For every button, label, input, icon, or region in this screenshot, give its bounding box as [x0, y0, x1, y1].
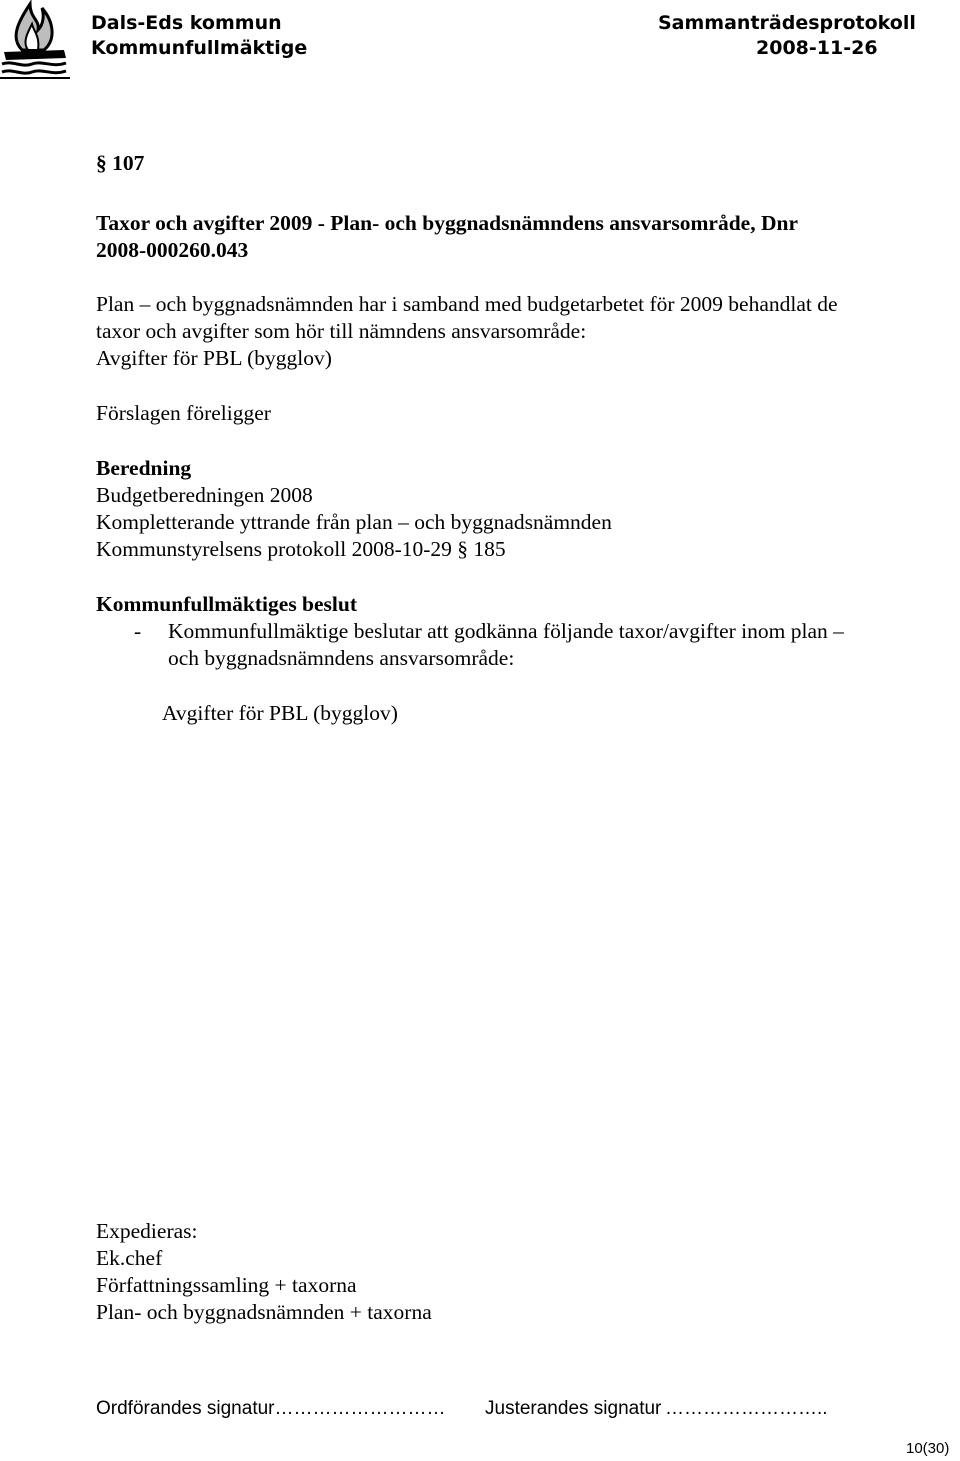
section-number: [96, 150, 144, 177]
header-document-type: Sammanträdesprotokoll: [658, 12, 916, 34]
decision-item: Avgifter för PBL (bygglov): [162, 701, 398, 725]
decision-line1: Kommunfullmäktige beslutar att godkänna följande taxor/avgifter inom plan –: [168, 619, 844, 643]
decision-line2: och byggnadsnämndens ansvarsområde:: [168, 646, 515, 670]
adjuster-signature-label: Justerandes signatur: [485, 1398, 662, 1419]
header-assembly: Kommunfullmäktige: [91, 37, 308, 59]
decision-heading: Kommunfullmäktiges beslut: [96, 592, 358, 616]
municipality-logo: [0, 0, 70, 80]
dispatch-item: Plan- och byggnadsnämnden + taxorna: [96, 1300, 432, 1324]
decision-bullet-dash: -: [134, 619, 142, 643]
header-date: 2008-11-26: [756, 37, 878, 59]
preparation-item-3-number: 185: [473, 537, 506, 561]
intro-line3: Avgifter för PBL (bygglov): [96, 346, 332, 370]
section-number-value: 107: [112, 151, 145, 175]
section-title-line1: Taxor och avgifter 2009 - Plan- och byggnadsnämndens ansvarsområde, Dnr: [96, 211, 798, 235]
paragraph-symbol: §: [457, 537, 469, 561]
dispatch-heading: Expedieras:: [96, 1219, 198, 1243]
header-organization: Dals-Eds kommun: [91, 12, 282, 34]
paragraph-symbol: §: [96, 151, 107, 175]
proposals-text: Förslagen föreligger: [96, 401, 271, 425]
preparation-heading: Beredning: [96, 456, 192, 480]
page-number: 10(30): [906, 1440, 950, 1457]
chair-signature-line: Ordförandes signatur………………………: [96, 1398, 446, 1419]
preparation-item-2: Kompletterande yttrande från plan – och byggnadsnämnden: [96, 510, 612, 534]
section-title-line2: 2008-000260.043: [96, 238, 249, 262]
intro-line2: taxor och avgifter som hör till nämndens ansvarsområde:: [96, 319, 587, 343]
dispatch-item: Författningssamling + taxorna: [96, 1273, 357, 1297]
preparation-item-3: [96, 536, 506, 563]
dispatch-item: Ek.chef: [96, 1246, 163, 1270]
preparation-item-3-text: Kommunstyrelsens protokoll 2008-10-29: [96, 537, 452, 561]
intro-line1: Plan – och byggnadsnämnden har i samband med budgetarbetet för 2009 behandlat de: [96, 292, 838, 316]
preparation-item-1: Budgetberedningen 2008: [96, 483, 313, 507]
adjuster-signature-line: ……………………..: [665, 1398, 828, 1419]
